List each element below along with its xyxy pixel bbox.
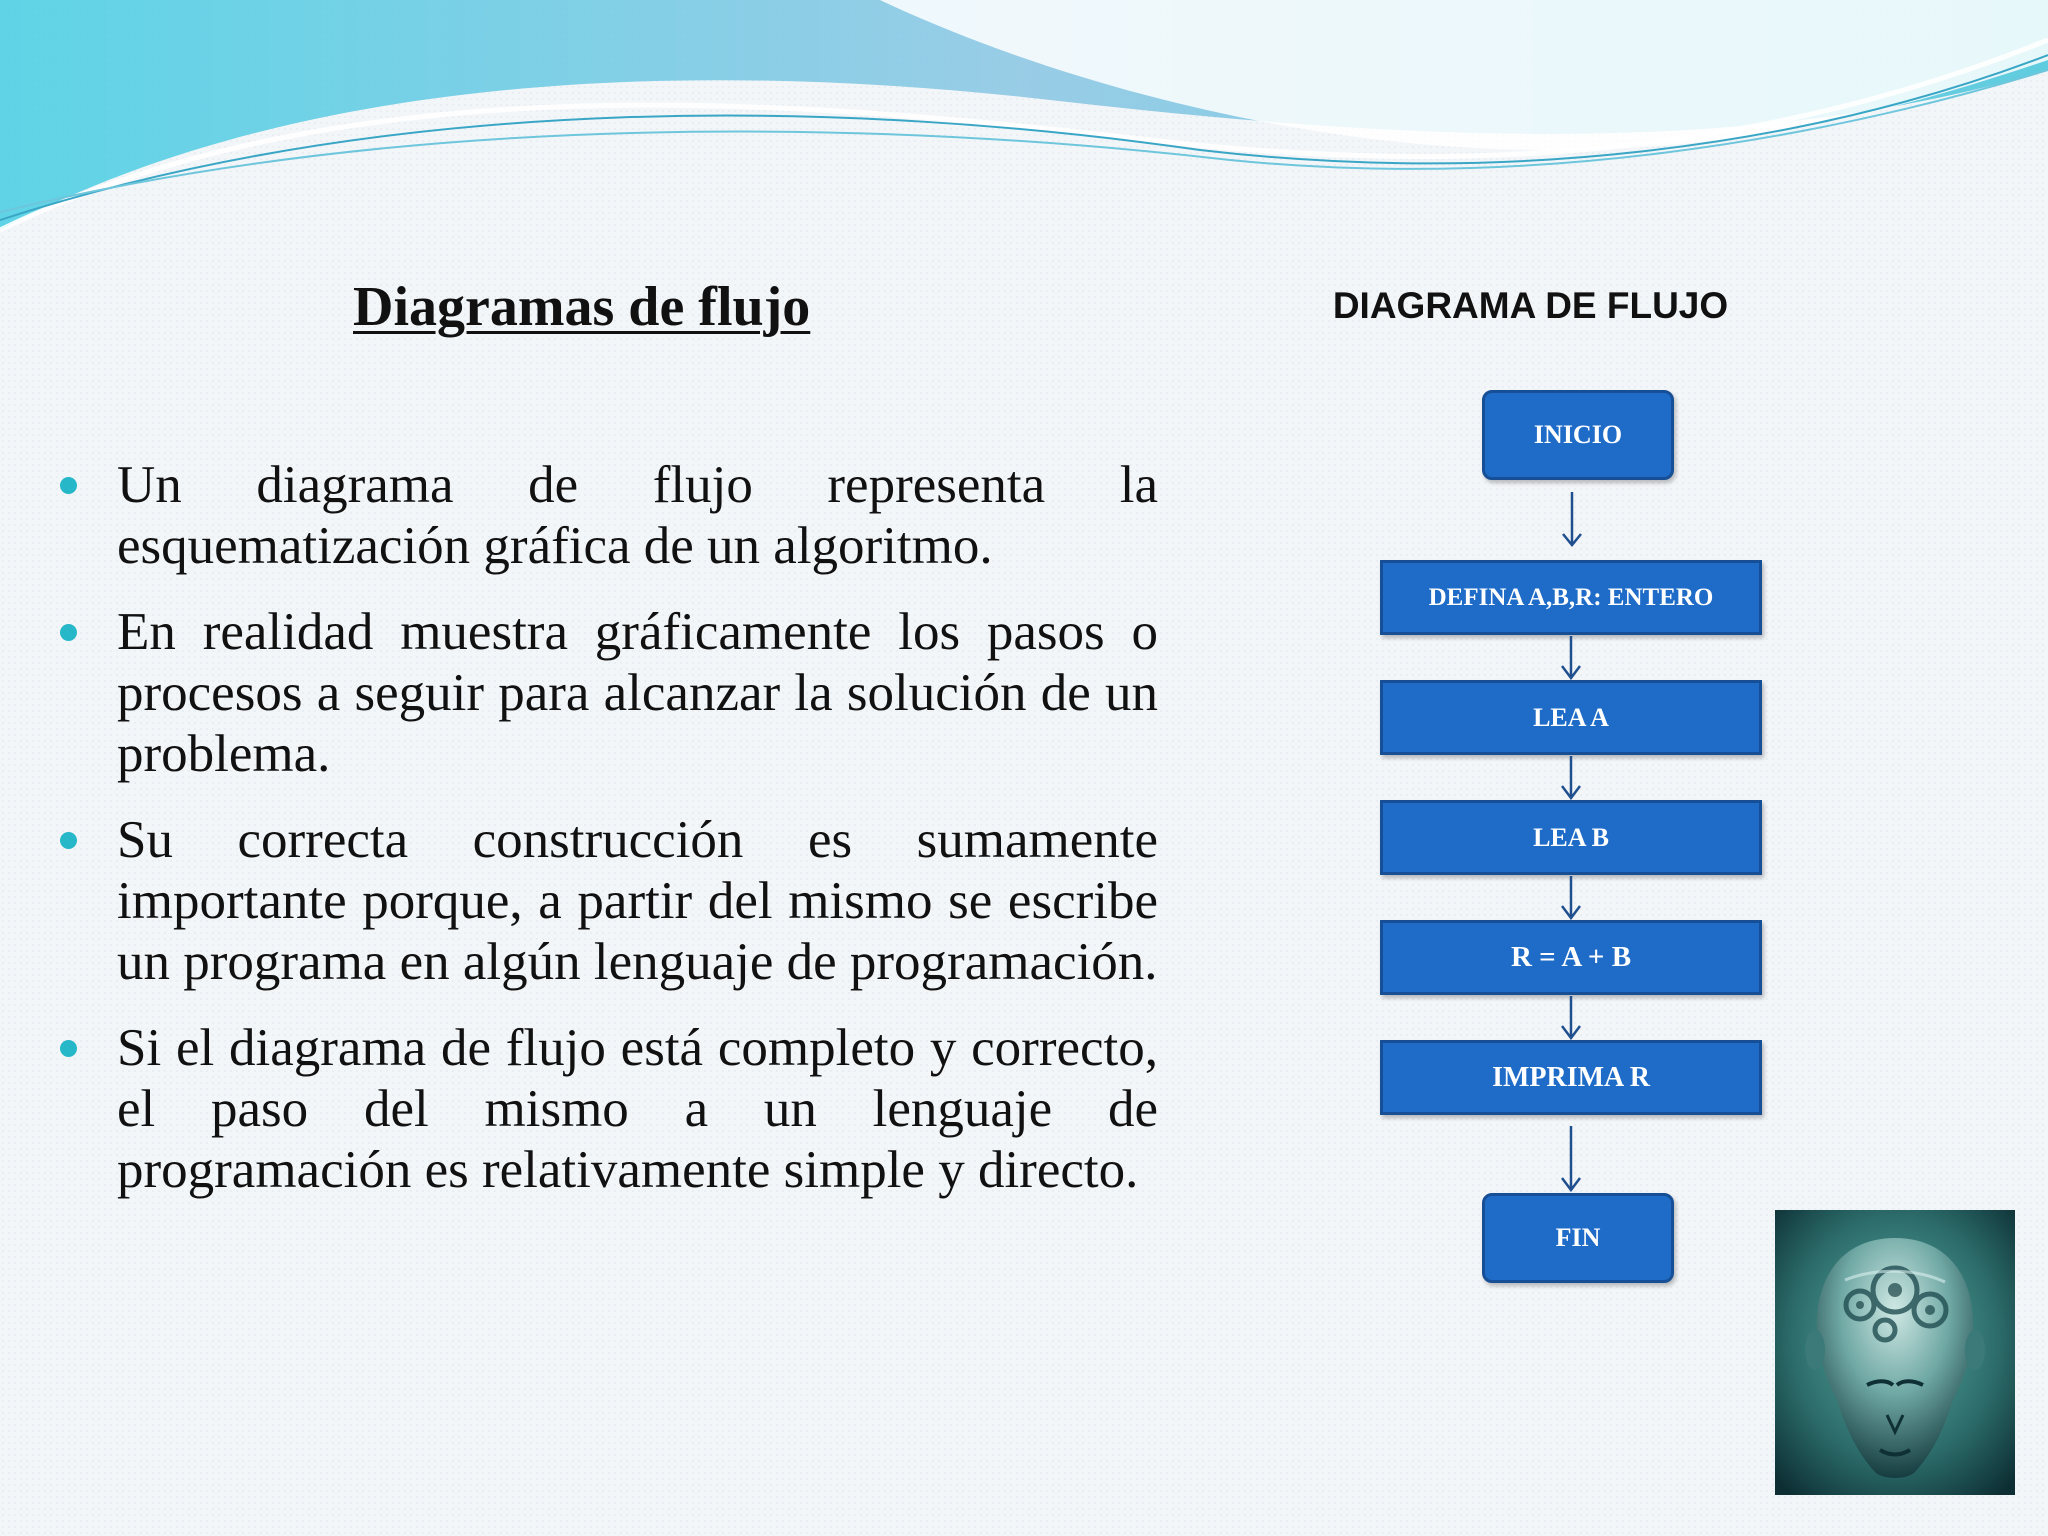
mechanical-head-icon [1775, 1210, 2015, 1495]
flow-node-label: R = A + B [1510, 941, 1632, 973]
flow-node-read-a [1380, 680, 1762, 755]
flow-node-label: IMPRIMA R [1492, 1061, 1650, 1093]
flowchart-title: DIAGRAMA DE FLUJO [1332, 285, 1729, 326]
slide-title: Diagramas de flujo [353, 276, 811, 338]
arrow-down-icon [1559, 756, 1583, 800]
bullet-marker-icon [60, 832, 77, 849]
flow-node-label: LEA A [1533, 702, 1609, 732]
arrow-down-icon [1559, 996, 1583, 1040]
flow-node-end [1482, 1193, 1674, 1283]
bullet-marker-icon [60, 624, 77, 641]
bullet-item [60, 810, 1158, 993]
bullet-item [60, 1018, 1158, 1201]
flow-node-read-b [1380, 800, 1762, 875]
bullet-text: Su correcta construcción es sumamente importante porque, a partir del mismo se escribe un programa en algún lenguaje de programación. [117, 811, 1158, 991]
bullet-item [60, 455, 1158, 577]
arrow-down-icon [1559, 876, 1583, 920]
bullet-list [60, 455, 1158, 1226]
flow-node-label: FIN [1555, 1223, 1601, 1252]
bullet-text: Un diagrama de flujo representa la esquematización gráfica de un algoritmo. [117, 456, 1158, 575]
arrow-down-icon [1559, 1126, 1583, 1192]
bullet-marker-icon [60, 477, 77, 494]
flow-node-label: INICIO [1533, 420, 1623, 449]
flow-node-label: DEFINA A,B,R: ENTERO [1428, 583, 1714, 611]
arrow-down-icon [1559, 636, 1583, 680]
flow-node-label: LEA B [1533, 822, 1609, 852]
flow-node-sum [1380, 920, 1762, 995]
flow-node-start [1482, 390, 1674, 480]
header-wave [0, 0, 2048, 240]
bullet-text: Si el diagrama de flujo está completo y correcto, el paso del mismo a un lenguaje de programación es relativamente simple y directo. [117, 1019, 1158, 1199]
arrow-down-icon [1560, 492, 1584, 548]
bullet-item [60, 602, 1158, 785]
flow-node-print [1380, 1040, 1762, 1115]
flow-node-define [1380, 560, 1762, 635]
bullet-text: En realidad muestra gráficamente los pasos o procesos a seguir para alcanzar la solución de un problema. [117, 603, 1158, 783]
bullet-marker-icon [60, 1040, 77, 1057]
